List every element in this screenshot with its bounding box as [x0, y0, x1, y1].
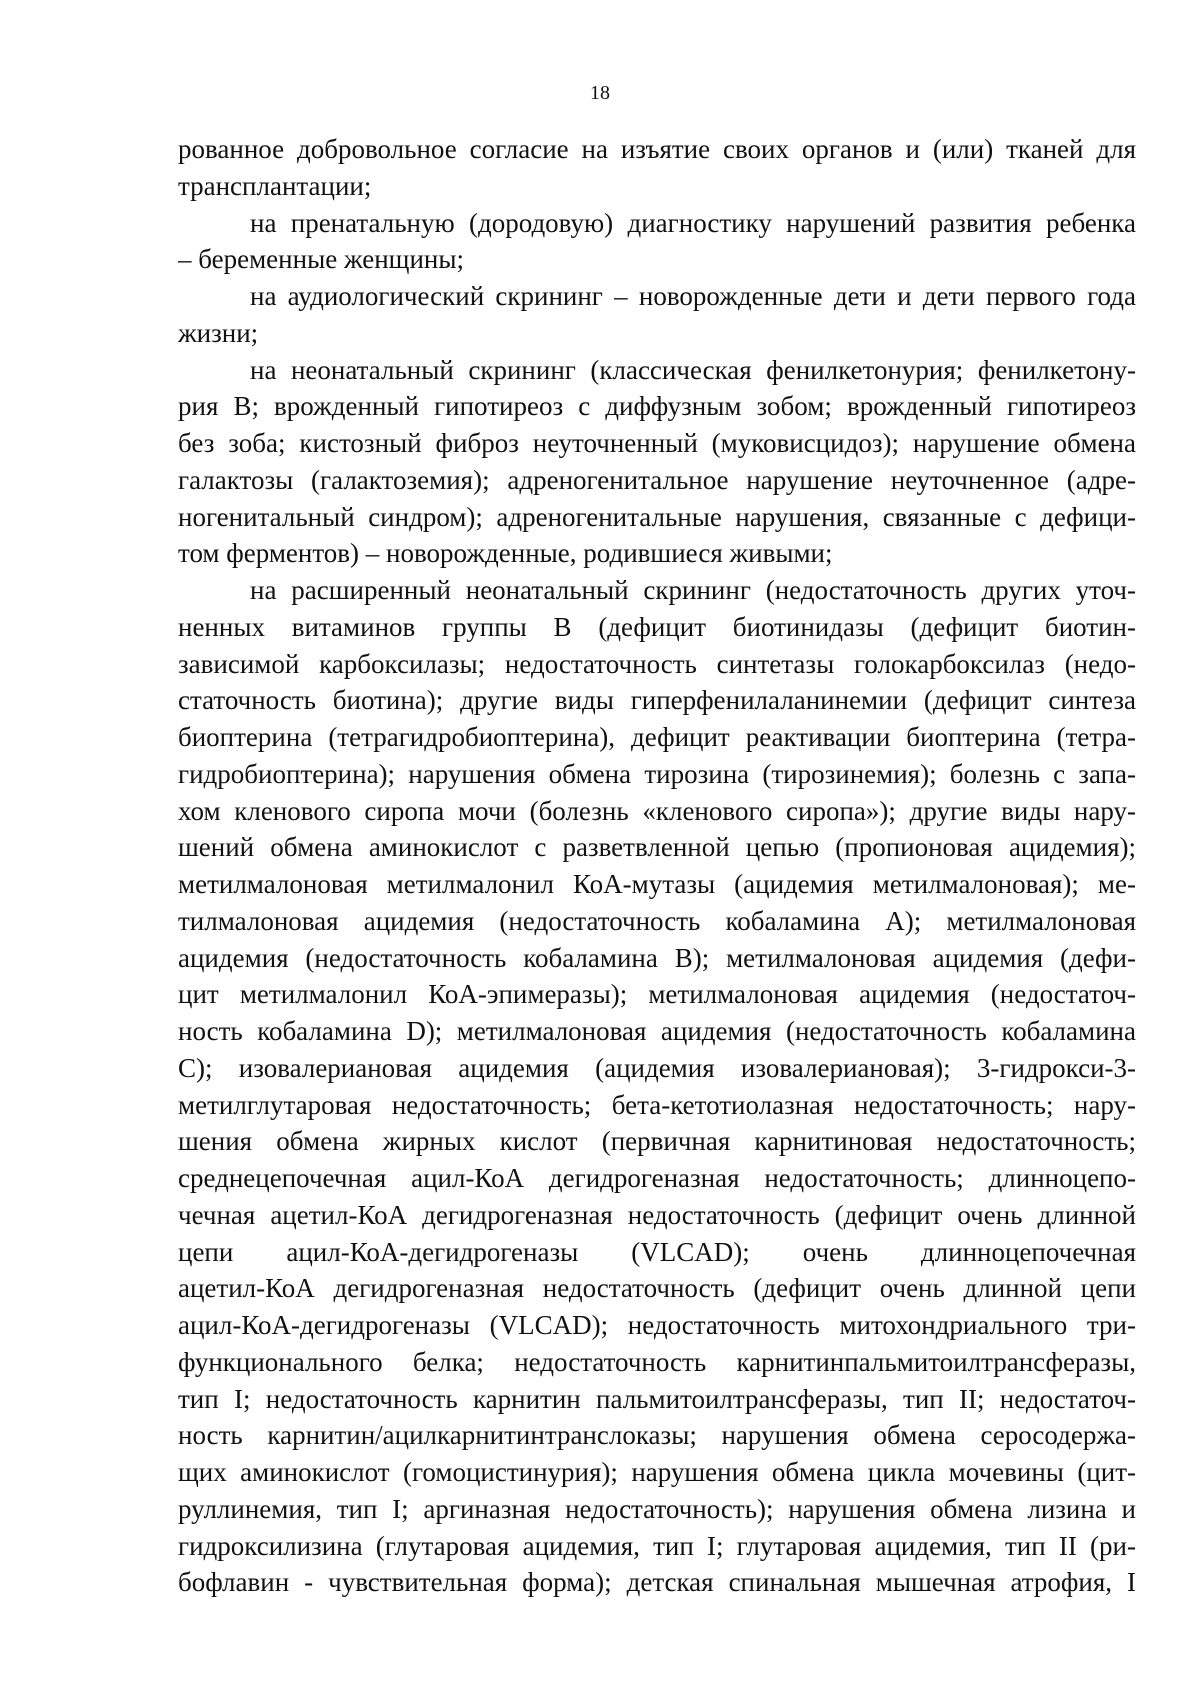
text-line: метилглутаровая недостаточность; бета-кетотиолазная недостаточность; нару-: [178, 1089, 1136, 1120]
text-line: С); изовалериановая ацидемия (ацидемия изовалериановая); 3-гидрокси-3-: [178, 1052, 1136, 1083]
text-line: метилмалоновая метилмалонил КоА-мутазы (ацидемия метилмалоновая); ме-: [178, 869, 1136, 899]
page-number: 18: [590, 82, 610, 104]
text-line: цепи ацил-КоА-дегидрогеназы (VLCAD); очень длинноцепочечная: [178, 1236, 1136, 1267]
text-line: ацетил-КоА дегидрогеназная недостаточность (дефицит очень длинной цепи: [178, 1273, 1136, 1304]
text-line: – беременные женщины;: [178, 244, 465, 275]
paragraph-first-line: на расширенный неонатальный скрининг (недостаточность других уточ-: [250, 575, 1136, 605]
text-line: руллинемия, тип I; аргиназная недостаточность); нарушения обмена лизина и: [178, 1493, 1136, 1524]
text-line: жизни;: [178, 317, 259, 348]
text-line: хом кленового сиропа мочи (болезнь «кленового сиропа»); другие виды нару-: [178, 795, 1136, 826]
text-line: цит метилмалонил КоА-эпимеразы); метилмалоновая ацидемия (недостаточ-: [178, 979, 1136, 1010]
text-line: среднецепочечная ацил-КоА дегидрогеназная недостаточность; длинноцепо-: [178, 1163, 1136, 1193]
text-line: ацил-КоА-дегидрогеназы (VLCAD); недостаточность митохондриального три-: [178, 1310, 1136, 1340]
text-line: гидроксилизина (глутаровая ацидемия, тип I; глутаровая ацидемия, тип II (ри-: [178, 1530, 1136, 1561]
text-line: без зоба; кистозный фиброз неуточненный (муковисцидоз); нарушение обмена: [178, 428, 1136, 458]
text-line: гидробиоптерина); нарушения обмена тирозина (тирозинемия); болезнь с запа-: [178, 758, 1136, 789]
text-line: ногенитальный синдром); адреногенитальные нарушения, связанные с дефици-: [178, 501, 1136, 532]
paragraph-first-line: на неонатальный скрининг (классическая фенилкетонурия; фенилкетону-: [250, 354, 1136, 385]
text-line: статочность биотина); другие виды гиперфенилаланинемии (дефицит синтеза: [178, 685, 1136, 716]
text-line: рия В; врожденный гипотиреоз с диффузным зобом; врожденный гипотиреоз: [178, 391, 1136, 422]
body-text: [178, 131, 1136, 1601]
text-line: тилмалоновая ацидемия (недостаточность кобаламина А); метилмалоновая: [178, 905, 1136, 936]
text-line: биоптерина (тетрагидробиоптерина), дефицит реактивации биоптерина (тетра-: [178, 722, 1136, 752]
text-line: рованное добровольное согласие на изъятие своих органов и (или) тканей для: [178, 134, 1136, 164]
paragraph-first-line: на пренатальную (дородовую) диагностику нарушений развития ребенка: [250, 207, 1136, 238]
text-line: галактозы (галактоземия); адреногенитальное нарушение неуточненное (адре-: [178, 464, 1136, 495]
text-line: ненных витаминов группы В (дефицит биотинидазы (дефицит биотин-: [178, 611, 1136, 642]
text-line: ность карнитин/ацилкарнитинтранслоказы; нарушения обмена серосодержа-: [178, 1420, 1136, 1451]
text-line: чечная ацетил-КоА дегидрогеназная недостаточность (дефицит очень длинной: [178, 1199, 1136, 1230]
text-line: трансплантации;: [178, 170, 372, 201]
text-line: шений обмена аминокислот с разветвленной цепью (пропионовая ацидемия);: [178, 832, 1136, 863]
paragraph-first-line: на аудиологический скрининг – новорожденные дети и дети первого года: [250, 281, 1136, 311]
text-line: ность кобаламина D); метилмалоновая ацидемия (недостаточность кобаламина: [178, 1016, 1136, 1046]
text-line: ацидемия (недостаточность кобаламина В); метилмалоновая ацидемия (дефи-: [178, 942, 1136, 973]
text-line: щих аминокислот (гомоцистинурия); нарушения обмена цикла мочевины (цит-: [178, 1457, 1136, 1487]
text-line: зависимой карбоксилазы; недостаточность синтетазы голокарбоксилаз (недо-: [178, 648, 1136, 679]
text-line: том ферментов) – новорожденные, родившиеся живыми;: [178, 538, 833, 569]
text-line: шения обмена жирных кислот (первичная карнитиновая недостаточность;: [178, 1126, 1136, 1157]
text-line: бофлавин - чувствительная форма); детская спинальная мышечная атрофия, I: [178, 1567, 1136, 1598]
text-line: функционального белка; недостаточность карнитинпальмитоилтрансферазы,: [178, 1346, 1136, 1377]
text-line: тип I; недостаточность карнитин пальмитоилтрансферазы, тип II; недостаточ-: [178, 1383, 1136, 1414]
